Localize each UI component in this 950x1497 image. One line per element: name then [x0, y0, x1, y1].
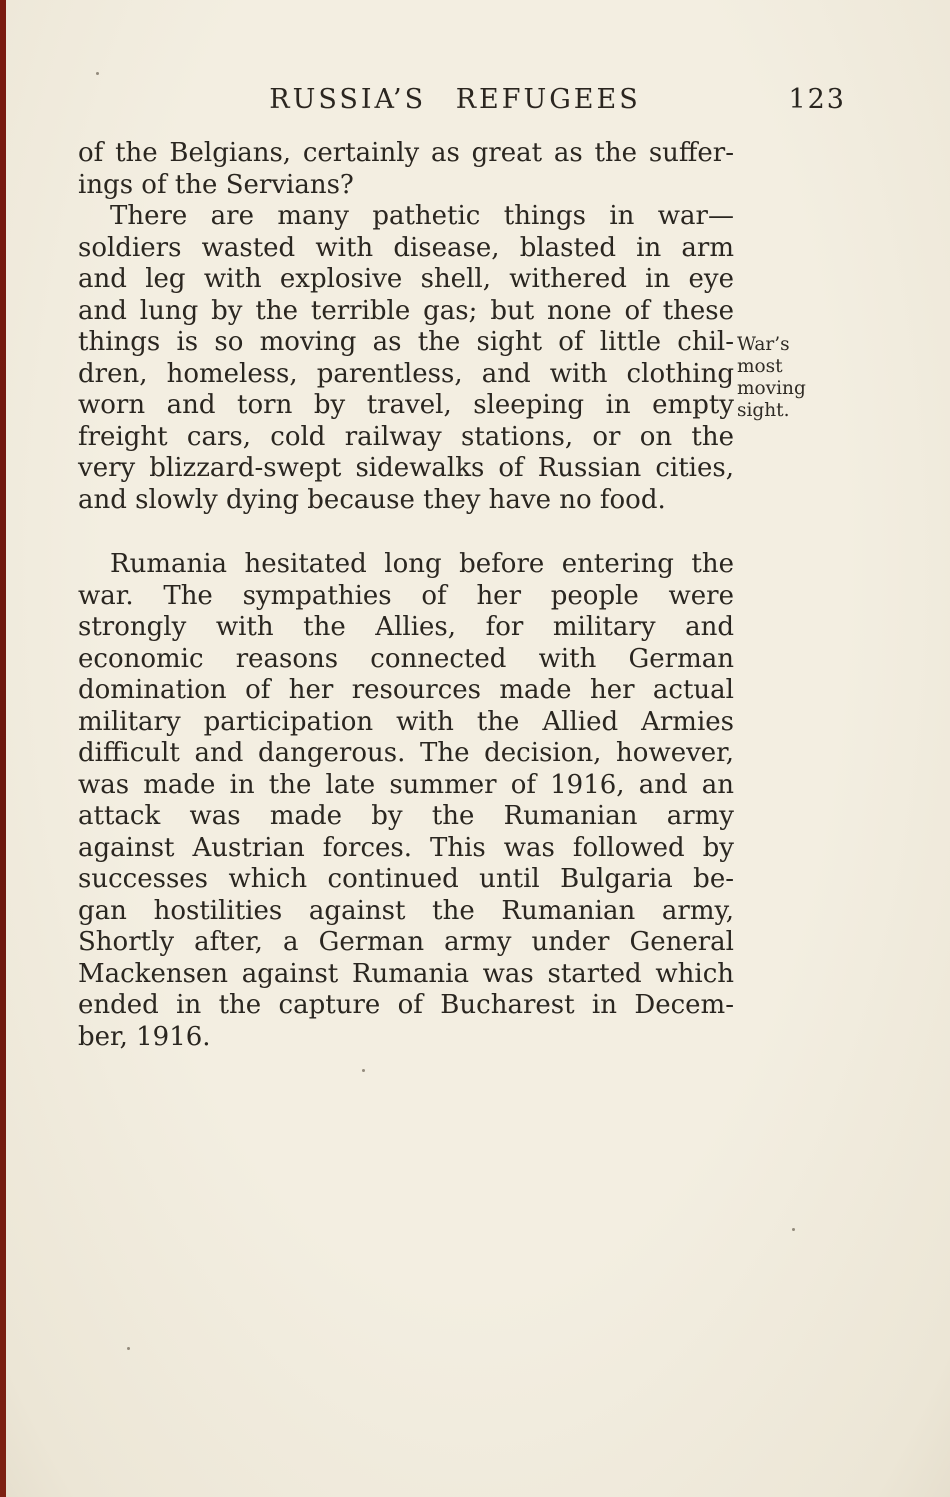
scan-speck — [792, 1228, 795, 1231]
margin-note-line: moving — [737, 378, 806, 399]
text-line: ended in the capture of Bucharest in Decem- — [78, 990, 734, 1020]
text-line: Shortly after, a German army under General — [78, 927, 734, 957]
text-line: economic reasons connected with German — [78, 643, 734, 674]
text-line: There are many pathetic things in war— — [110, 201, 734, 231]
text-line: freight cars, cold railway stations, or on the — [78, 421, 734, 452]
running-title: RUSSIA’S REFUGEES — [269, 84, 641, 115]
text-line: war. The sympathies of her people were — [78, 580, 734, 611]
text-line: against Austrian forces. This was followed by — [78, 832, 734, 863]
paragraph — [78, 138, 734, 201]
text-line: and lung by the terrible gas; but none of these — [78, 295, 734, 326]
scan-speck — [362, 1069, 365, 1072]
text-line: ber, 1916. — [78, 1021, 211, 1052]
text-line: was made in the late summer of 1916, and an — [78, 769, 734, 800]
body-text — [78, 138, 734, 1053]
text-line: Mackensen against Rumania was started which — [78, 958, 734, 989]
text-line: things is so moving as the sight of little chil- — [78, 327, 734, 357]
text-line: dren, homeless, parentless, and with clothing — [78, 358, 734, 389]
page-edge-strip — [0, 0, 6, 1497]
text-line: worn and torn by travel, sleeping in empty — [78, 390, 734, 420]
text-line: gan hostilities against the Rumanian army, — [78, 895, 734, 926]
text-line: successes which continued until Bulgaria be- — [78, 864, 734, 894]
margin-note — [737, 334, 837, 422]
text-line: soldiers wasted with disease, blasted in arm — [78, 232, 734, 263]
text-line: and slowly dying because they have no food. — [78, 484, 666, 515]
text-line: difficult and dangerous. The decision, however, — [78, 738, 734, 768]
page-number: 123 — [788, 84, 846, 115]
text-line: ings of the Servians? — [78, 169, 354, 200]
scan-speck — [96, 72, 99, 75]
text-line: attack was made by the Rumanian army — [78, 801, 734, 831]
paragraph — [78, 549, 734, 1053]
scan-speck — [127, 1347, 130, 1350]
paragraph — [78, 201, 734, 516]
text-line: strongly with the Allies, for military and — [78, 612, 734, 642]
text-line: domination of her resources made her actual — [78, 675, 734, 705]
text-line: military participation with the Allied Armies — [78, 706, 734, 737]
margin-note-line: sight. — [737, 400, 790, 421]
margin-note-line: most — [737, 356, 783, 377]
text-line: of the Belgians, certainly as great as the suffer- — [78, 138, 734, 168]
text-line: and leg with explosive shell, withered in eye — [78, 264, 734, 294]
text-line: Rumania hesitated long before entering the — [110, 549, 734, 579]
margin-note-line: War’s — [737, 334, 790, 355]
text-line: very blizzard-swept sidewalks of Russian cities, — [78, 453, 734, 483]
